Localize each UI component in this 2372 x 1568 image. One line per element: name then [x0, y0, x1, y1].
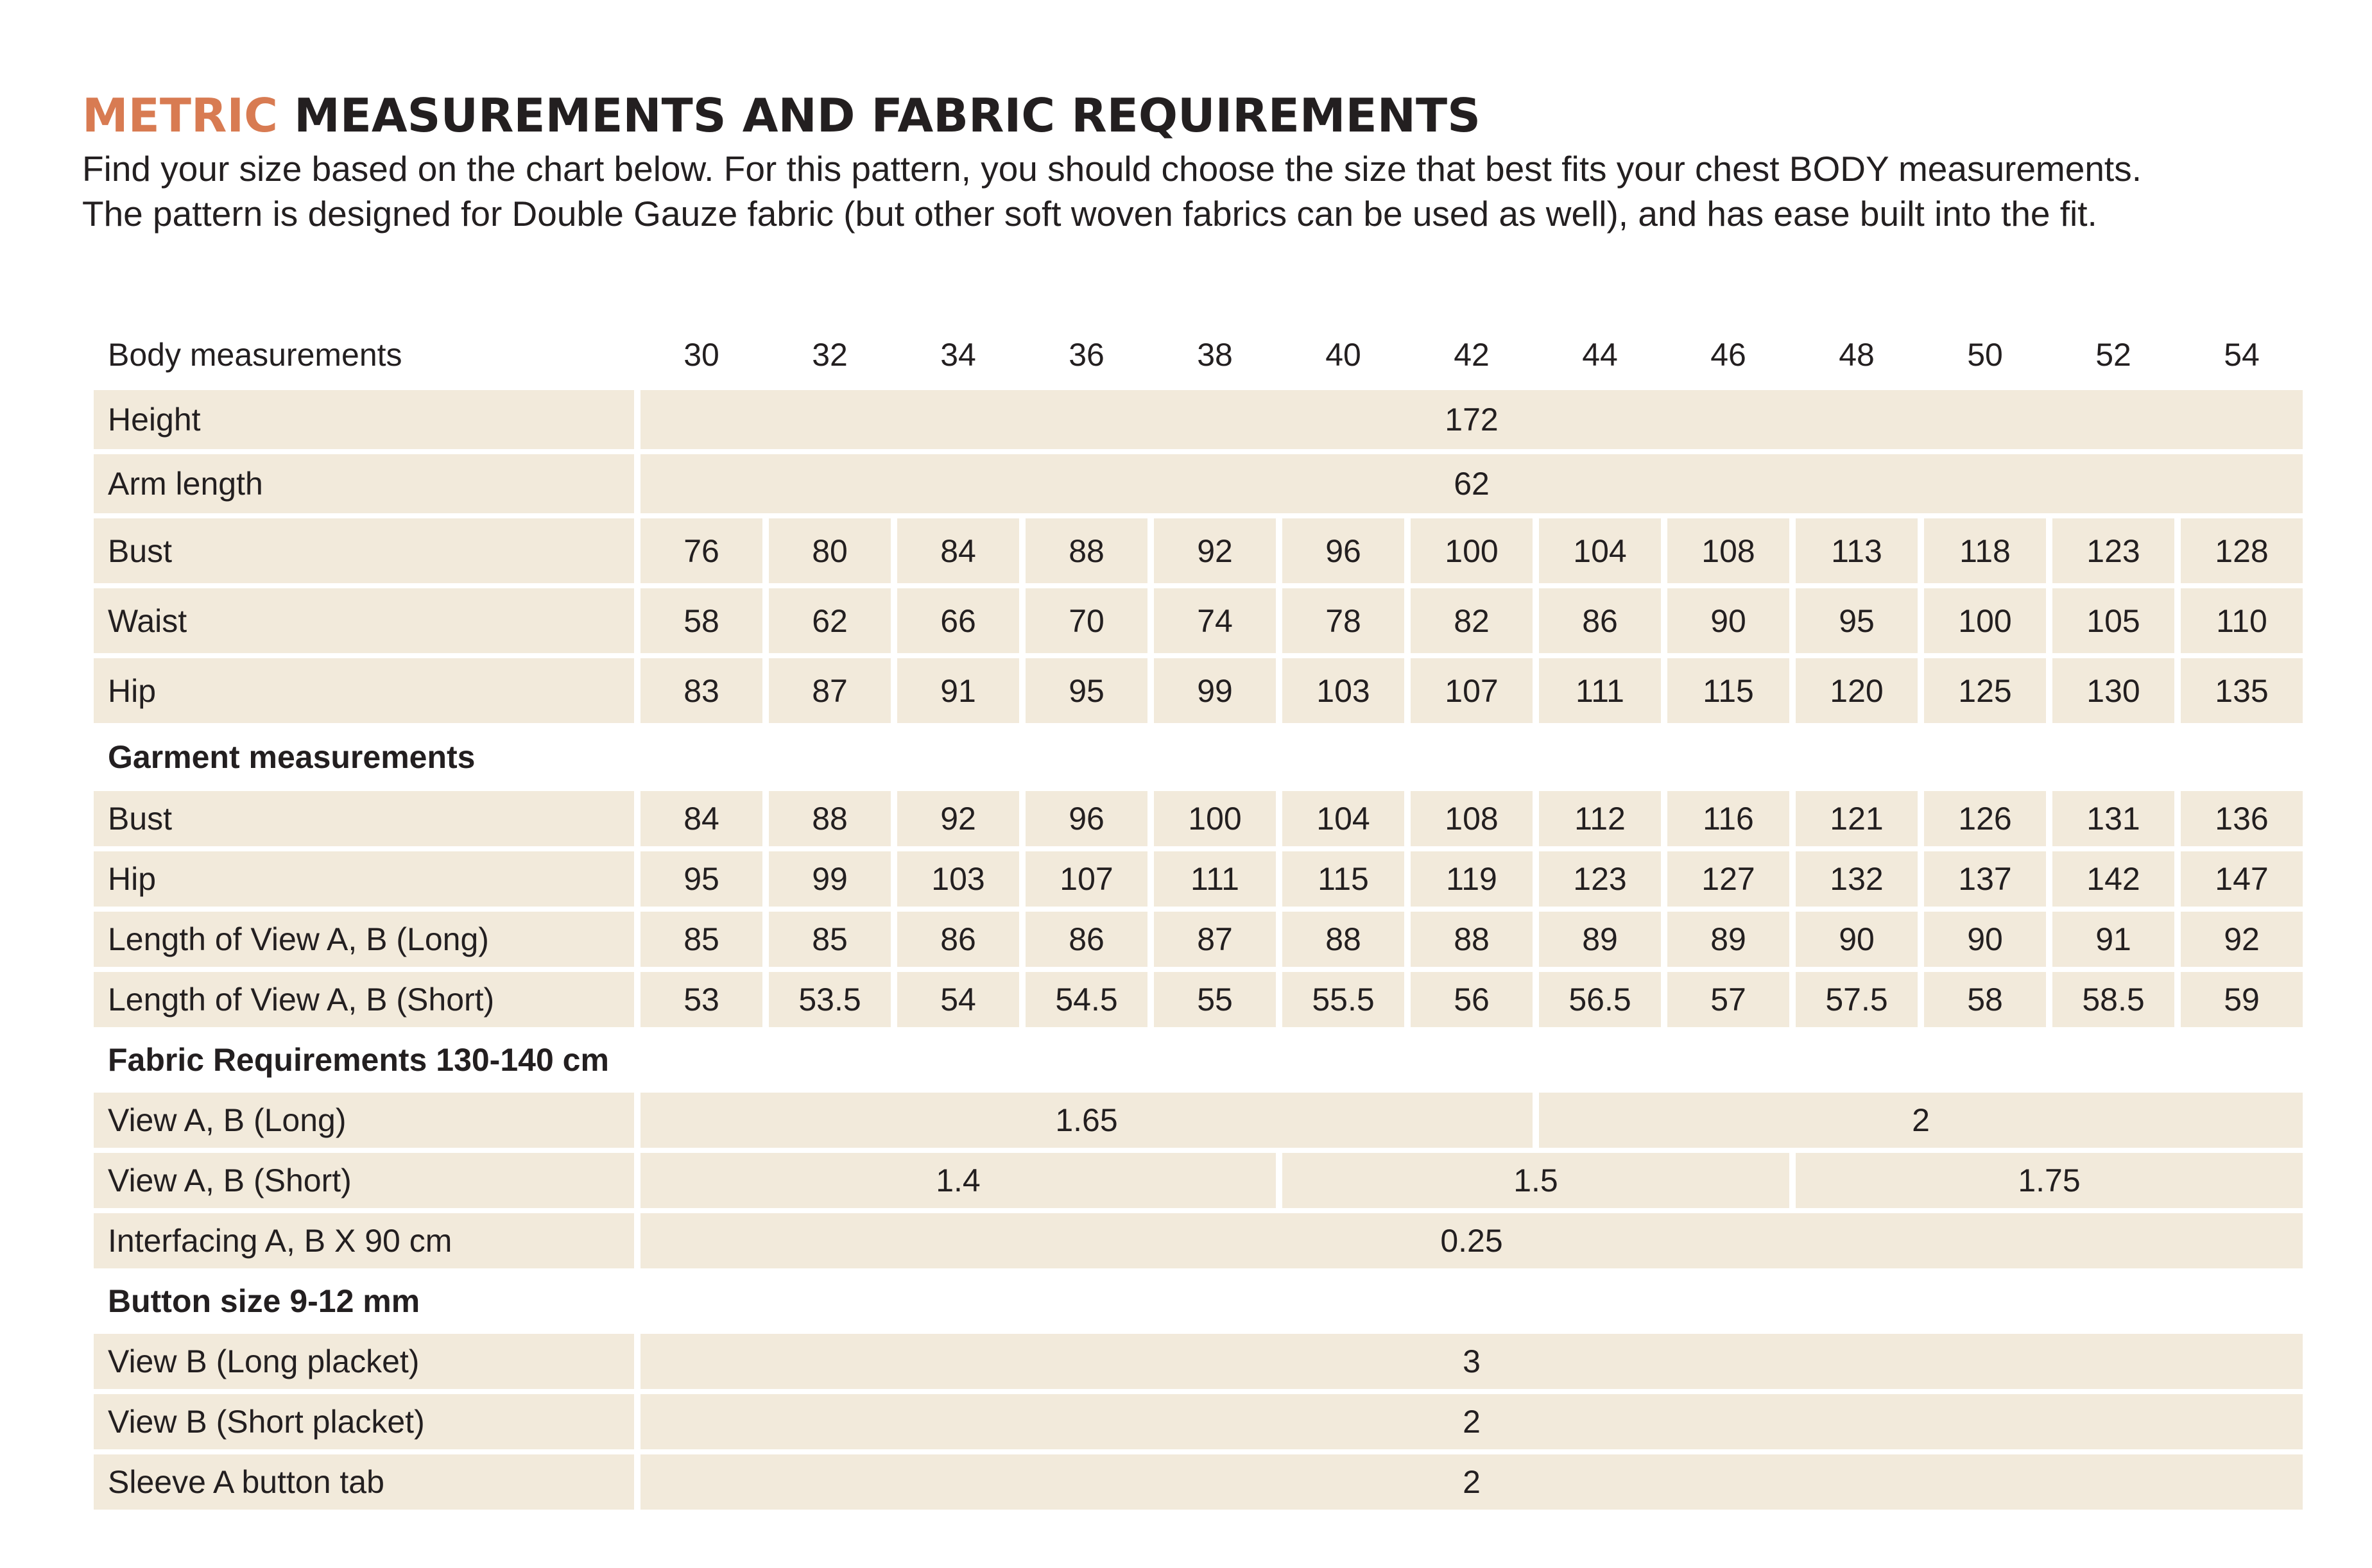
- table-cell: 86: [897, 912, 1019, 967]
- row-label: View A, B (Long): [94, 1093, 634, 1148]
- table-cell: 1.75: [1796, 1153, 2303, 1208]
- row-label: Arm length: [94, 454, 634, 513]
- table-cell: 58.5: [2052, 972, 2174, 1027]
- table-cell: 1.65: [640, 1093, 1533, 1148]
- table-cell: 2: [640, 1394, 2303, 1449]
- table-cell: 136: [2181, 791, 2303, 846]
- table-cell: 88: [769, 791, 891, 846]
- size-chart-table: [87, 320, 2309, 1515]
- table-cell: 2: [640, 1454, 2303, 1510]
- table-cell: 84: [897, 518, 1019, 583]
- table-cell: 120: [1796, 658, 1918, 723]
- row-label: Length of View A, B (Short): [94, 972, 634, 1027]
- height-value: 172: [640, 390, 2303, 449]
- table-cell: 85: [640, 912, 762, 967]
- intro-line-1: Find your size based on the chart below. For this pattern, you should choose the size that best fits your chest BODY measurements.: [82, 149, 2142, 189]
- table-cell: 104: [1282, 791, 1404, 846]
- table-cell: 89: [1667, 912, 1789, 967]
- body-waist-row: [94, 588, 2303, 653]
- table-cell: 57.5: [1796, 972, 1918, 1027]
- table-cell: 0.25: [640, 1213, 2303, 1268]
- body-bust-row: [94, 518, 2303, 583]
- table-cell: 70: [1026, 588, 1147, 653]
- garment-hip-row: [94, 851, 2303, 907]
- table-cell: 96: [1026, 791, 1147, 846]
- table-cell: 103: [897, 851, 1019, 907]
- table-cell: 89: [1539, 912, 1661, 967]
- table-cell: 90: [1924, 912, 2046, 967]
- button-section-row: [94, 1274, 2303, 1329]
- size-header-cell: 42: [1454, 337, 1490, 373]
- table-cell: 96: [1282, 518, 1404, 583]
- table-cell: 107: [1411, 658, 1533, 723]
- table-cell: 83: [640, 658, 762, 723]
- table-cell: 137: [1924, 851, 2046, 907]
- table-cell: 104: [1539, 518, 1661, 583]
- table-cell: 92: [1154, 518, 1276, 583]
- table-cell: 76: [640, 518, 762, 583]
- table-cell: 87: [769, 658, 891, 723]
- row-label: Sleeve A button tab: [94, 1454, 634, 1510]
- table-cell: 105: [2052, 588, 2174, 653]
- table-cell: 88: [1411, 912, 1533, 967]
- table-cell: 78: [1282, 588, 1404, 653]
- table-cell: 115: [1282, 851, 1404, 907]
- body-hip-row: [94, 658, 2303, 723]
- table-cell: 119: [1411, 851, 1533, 907]
- fabric-long-row: [94, 1093, 2303, 1148]
- size-header-row: [94, 325, 2303, 385]
- table-cell: 74: [1154, 588, 1276, 653]
- row-label: Bust: [94, 791, 634, 846]
- row-label: View A, B (Short): [94, 1153, 634, 1208]
- table-cell: 126: [1924, 791, 2046, 846]
- size-header-cell: 52: [2095, 337, 2131, 373]
- table-cell: 86: [1026, 912, 1147, 967]
- table-cell: 99: [769, 851, 891, 907]
- row-label: Hip: [94, 851, 634, 907]
- table-cell: 84: [640, 791, 762, 846]
- arm-length-value: 62: [640, 454, 2303, 513]
- table-cell: 111: [1154, 851, 1276, 907]
- arm-length-row: [94, 454, 2303, 513]
- table-cell: 125: [1924, 658, 2046, 723]
- table-cell: 110: [2181, 588, 2303, 653]
- title-rest: MEASUREMENTS AND FABRIC REQUIREMENTS: [294, 89, 1481, 142]
- table-cell: 111: [1539, 658, 1661, 723]
- body-measurements-header: Body measurements: [108, 337, 402, 373]
- row-label: Height: [94, 390, 634, 449]
- garment-length-long-row: [94, 912, 2303, 967]
- table-cell: 127: [1667, 851, 1789, 907]
- table-cell: 80: [769, 518, 891, 583]
- height-row: [94, 390, 2303, 449]
- table-cell: 55: [1154, 972, 1276, 1027]
- table-cell: 123: [1539, 851, 1661, 907]
- row-label: Length of View A, B (Long): [94, 912, 634, 967]
- table-cell: 53.5: [769, 972, 891, 1027]
- title-accent: METRIC: [82, 89, 279, 142]
- table-cell: 113: [1796, 518, 1918, 583]
- button-short-placket-row: [94, 1394, 2303, 1449]
- page-header: [82, 85, 2296, 236]
- table-cell: 58: [640, 588, 762, 653]
- table-cell: 90: [1796, 912, 1918, 967]
- row-label: Waist: [94, 588, 634, 653]
- row-label: Bust: [94, 518, 634, 583]
- table-cell: 82: [1411, 588, 1533, 653]
- table-cell: 88: [1282, 912, 1404, 967]
- table-cell: 57: [1667, 972, 1789, 1027]
- table-cell: 1.4: [640, 1153, 1276, 1208]
- table-cell: 53: [640, 972, 762, 1027]
- table-cell: 92: [2181, 912, 2303, 967]
- table-cell: 1.5: [1282, 1153, 1789, 1208]
- table-cell: 55.5: [1282, 972, 1404, 1027]
- size-header-cell: 32: [812, 337, 848, 373]
- table-cell: 128: [2181, 518, 2303, 583]
- row-label: View B (Short placket): [94, 1394, 634, 1449]
- size-header-cell: 54: [2224, 337, 2260, 373]
- table-cell: 116: [1667, 791, 1789, 846]
- garment-length-short-row: [94, 972, 2303, 1027]
- table-cell: 95: [640, 851, 762, 907]
- table-cell: 88: [1026, 518, 1147, 583]
- size-header-cell: 40: [1325, 337, 1361, 373]
- garment-measurements-header: Garment measurements: [108, 739, 476, 775]
- table-cell: 121: [1796, 791, 1918, 846]
- table-cell: 112: [1539, 791, 1661, 846]
- page-title: [82, 85, 2296, 146]
- table-cell: 115: [1667, 658, 1789, 723]
- table-cell: 132: [1796, 851, 1918, 907]
- table-cell: 107: [1026, 851, 1147, 907]
- table-cell: 87: [1154, 912, 1276, 967]
- size-header-cell: 46: [1710, 337, 1746, 373]
- row-label: Hip: [94, 658, 634, 723]
- table-cell: 95: [1796, 588, 1918, 653]
- table-cell: 131: [2052, 791, 2174, 846]
- size-header-cell: 30: [683, 337, 719, 373]
- fabric-short-row: [94, 1153, 2303, 1208]
- table-cell: 58: [1924, 972, 2046, 1027]
- table-cell: 100: [1411, 518, 1533, 583]
- fabric-section-row: [94, 1032, 2303, 1087]
- size-header-cell: 36: [1069, 337, 1104, 373]
- table-cell: 100: [1154, 791, 1276, 846]
- size-header-cell: 50: [1967, 337, 2003, 373]
- table-cell: 62: [769, 588, 891, 653]
- size-header-cell: 44: [1582, 337, 1618, 373]
- table-cell: 66: [897, 588, 1019, 653]
- table-cell: 123: [2052, 518, 2174, 583]
- table-cell: 130: [2052, 658, 2174, 723]
- fabric-requirements-header: Fabric Requirements 130-140 cm: [108, 1042, 609, 1078]
- fabric-interfacing-row: [94, 1213, 2303, 1268]
- table-cell: 91: [2052, 912, 2174, 967]
- table-cell: 54: [897, 972, 1019, 1027]
- table-cell: 54.5: [1026, 972, 1147, 1027]
- table-cell: 90: [1667, 588, 1789, 653]
- intro-line-2: The pattern is designed for Double Gauze fabric (but other soft woven fabrics can be used as well), and has ease built into the fit.: [82, 194, 2097, 234]
- button-size-header: Button size 9-12 mm: [108, 1283, 420, 1319]
- table-cell: 142: [2052, 851, 2174, 907]
- table-cell: 118: [1924, 518, 2046, 583]
- table-cell: 3: [640, 1334, 2303, 1389]
- table-cell: 56: [1411, 972, 1533, 1027]
- table-cell: 91: [897, 658, 1019, 723]
- table-cell: 56.5: [1539, 972, 1661, 1027]
- table-cell: 103: [1282, 658, 1404, 723]
- garment-section-row: [94, 728, 2303, 786]
- table-cell: 108: [1411, 791, 1533, 846]
- size-header-cell: 34: [940, 337, 976, 373]
- table-cell: 59: [2181, 972, 2303, 1027]
- table-cell: 92: [897, 791, 1019, 846]
- table-cell: 86: [1539, 588, 1661, 653]
- table-cell: 147: [2181, 851, 2303, 907]
- table-cell: 99: [1154, 658, 1276, 723]
- table-cell: 95: [1026, 658, 1147, 723]
- table-cell: 108: [1667, 518, 1789, 583]
- table-cell: 135: [2181, 658, 2303, 723]
- table-cell: 2: [1539, 1093, 2303, 1148]
- size-header-cell: 48: [1839, 337, 1875, 373]
- row-label: Interfacing A, B X 90 cm: [94, 1213, 634, 1268]
- garment-bust-row: [94, 791, 2303, 846]
- sleeve-button-tab-row: [94, 1454, 2303, 1510]
- size-header-cell: 38: [1197, 337, 1233, 373]
- table-cell: 100: [1924, 588, 2046, 653]
- button-long-placket-row: [94, 1334, 2303, 1389]
- table-cell: 85: [769, 912, 891, 967]
- row-label: View B (Long placket): [94, 1334, 634, 1389]
